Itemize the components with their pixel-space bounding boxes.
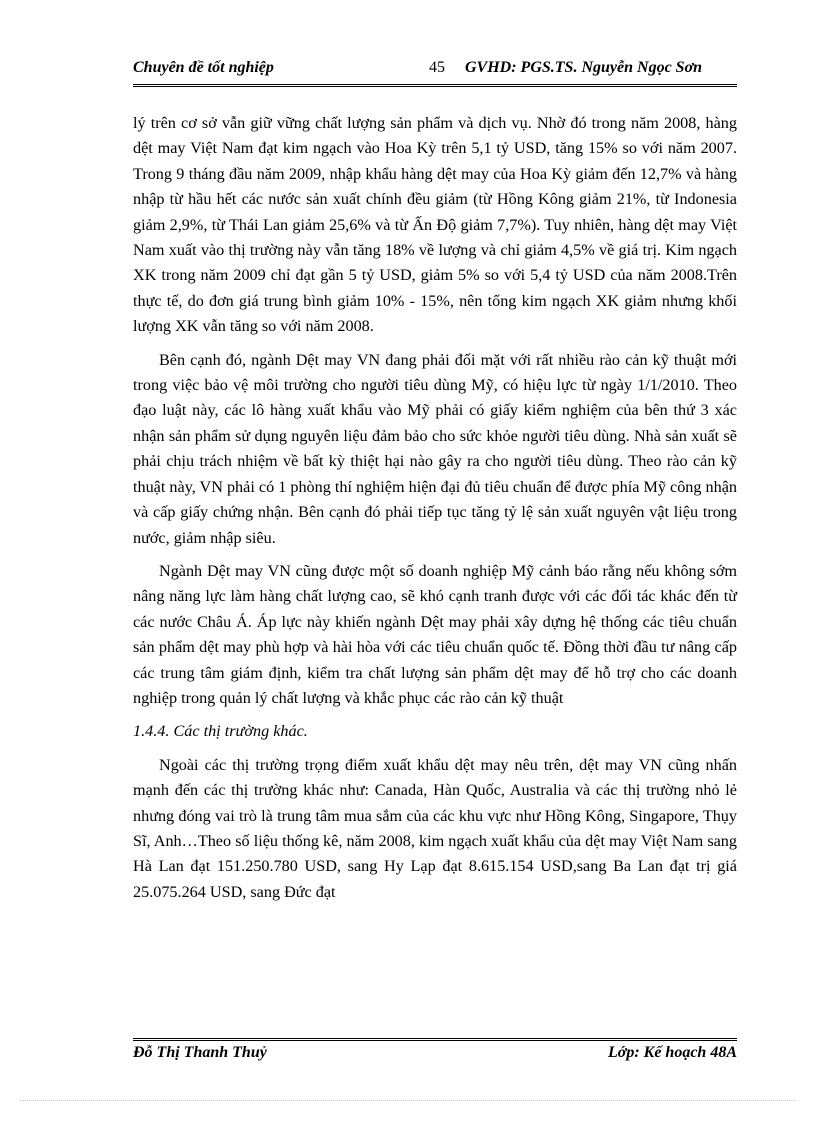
page-footer <box>133 1044 737 1068</box>
paragraph-2: Bên cạnh đó, ngành Dệt may VN đang phải đối mặt với rất nhiều rào cản kỹ thuật mới trong việc bảo vệ môi trường cho người tiêu dùng Mỹ, có hiệu lực từ ngày 1/1/2010. Theo đạo luật này, các lô hàng xuất khẩu vào Mỹ phải có giấy kiểm nghiệm của bên thứ 3 xác nhận sản phẩm sử dụng nguyên liệu đảm bảo cho sức khỏe người tiêu dùng. Nhà sản xuất sẽ phải chịu trách nhiệm về bất kỳ thiệt hại nào gây ra cho người tiêu dùng. Theo rào cản kỹ thuật này, VN phải có 1 phòng thí nghiệm hiện đại đủ tiêu chuẩn để được phía Mỹ công nhận và cấp giấy chứng nhận. Bên cạnh đó phải tiếp tục tăng tỷ lệ sản xuất nguyên vật liệu trong nước, giảm nhập siêu. <box>133 350 738 547</box>
class-name: Lớp: Kế hoạch 48A <box>607 1044 737 1061</box>
footer-divider <box>133 1038 737 1043</box>
page-bottom-dotted-line <box>20 1100 796 1101</box>
page-body <box>133 111 737 913</box>
section-heading: 1.4.4. Các thị trường khác. <box>133 722 308 741</box>
author-name: Đỗ Thị Thanh Thuỷ <box>133 1044 267 1061</box>
document-title: Chuyên đề tốt nghiệp <box>133 59 274 76</box>
page-number: 45 <box>429 59 445 76</box>
paragraph-4: Ngoài các thị trường trọng điểm xuất khẩu dệt may nêu trên, dệt may VN cũng nhấn mạnh đến các thị trường khác như: Canada, Hàn Quốc, Australia và các thị trường nhỏ lẻ nhưng đóng vai trò là trung tâm mua sắm của các khu vực như Hồng Kông, Singapore, Thụy Sĩ, Anh…Theo số liệu thống kê, năm 2008, kim ngạch xuất khẩu của dệt may Việt Nam sang Hà Lan đạt 151.250.780 USD, sang Hy Lạp đạt 8.615.154 USD,sang Ba Lan đạt trị giá 25.075.264 USD, sang Đức đạt <box>133 755 737 901</box>
page-header <box>133 56 737 84</box>
header-divider <box>133 84 737 89</box>
paragraph-3: Ngành Dệt may VN cũng được một số doanh nghiệp Mỹ cảnh báo rằng nếu không sớm nâng năng lực làm hàng chất lượng cao, sẽ khó cạnh tranh được với các đối tác khác đến từ các nước Châu Á. Áp lực này khiến ngành Dệt may phải xây dựng hệ thống các tiêu chuẩn sản phẩm dệt may phù hợp và hài hòa với các tiêu chuẩn quốc tế. Đồng thời đầu tư nâng cấp các trung tâm giám định, kiểm tra chất lượng sản phẩm dệt may để hỗ trợ cho các doanh nghiệp trong quản lý chất lượng và khắc phục các rào cản kỹ thuật <box>133 561 737 707</box>
paragraph-1: lý trên cơ sở vẫn giữ vững chất lượng sản phẩm và dịch vụ. Nhờ đó trong năm 2008, hàng dệt may Việt Nam đạt kim ngạch vào Hoa Kỳ trên 5,1 tỷ USD, tăng 15% so với năm 2007. Trong 9 tháng đầu năm 2009, nhập khẩu hàng dệt may của Hoa Kỳ giảm đến 12,7% và hàng nhập từ hầu hết các nước sản xuất chính đều giảm (từ Hồng Kông giảm 21%, từ Indonesia giảm 2,9%, từ Thái Lan giảm 25,6% và từ Ấn Độ giảm 7,7%). Tuy nhiên, hàng dệt may Việt Nam xuất vào thị trường này vẫn tăng 18% về lượng và chỉ giảm 4,5% về giá trị. Kim ngạch XK trong năm 2009 chỉ đạt gần 5 tỷ USD, giảm 5% so với 5,4 tỷ USD của năm 2008.Trên thực tế, do đơn giá trung bình giảm 10% - 15%, nên tổng kim ngạch XK giảm nhưng khối lượng XK vẫn tăng so với năm 2008. <box>133 114 737 336</box>
advisor-name: GVHD: PGS.TS. Nguyễn Ngọc Sơn <box>465 59 703 76</box>
